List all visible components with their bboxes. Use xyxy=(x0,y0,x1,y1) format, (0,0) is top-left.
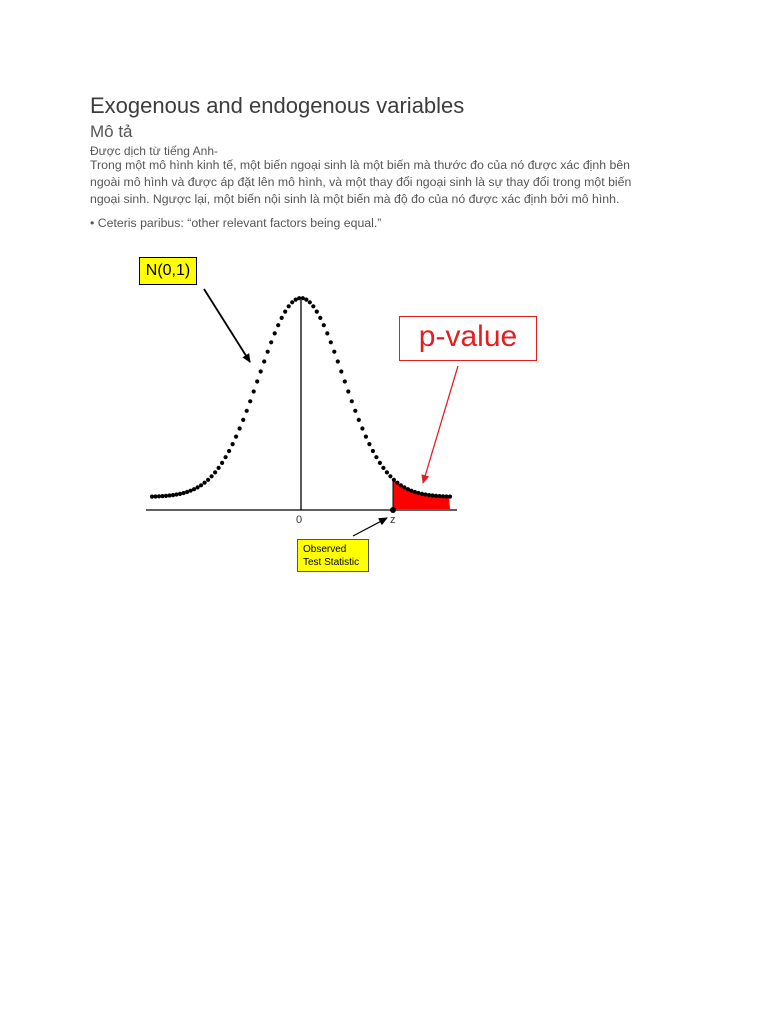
curve-dot xyxy=(336,359,340,363)
normal-distribution-figure xyxy=(140,252,550,582)
curve-dot xyxy=(311,304,315,308)
curve-dot xyxy=(255,379,259,383)
curve-dot xyxy=(210,474,214,478)
curve-dot xyxy=(329,340,333,344)
description-paragraph xyxy=(90,157,680,208)
observed-arrow xyxy=(353,518,387,536)
curve-dot xyxy=(392,478,396,482)
curve-dot xyxy=(423,492,427,496)
observed-label-line1: Observed xyxy=(303,544,347,555)
curve-dot xyxy=(245,409,249,413)
curve-dot xyxy=(388,474,392,478)
curve-dot xyxy=(325,331,329,335)
curve-dot xyxy=(290,300,294,304)
curve-dot xyxy=(332,350,336,354)
curve-dot xyxy=(420,492,424,496)
curve-dot xyxy=(224,455,228,459)
curve-dot xyxy=(171,493,175,497)
curve-dot xyxy=(178,492,182,496)
curve-dot xyxy=(276,323,280,327)
curve-dot xyxy=(206,478,210,482)
tick-label-zero: 0 xyxy=(296,514,303,526)
tick-label-z: z xyxy=(390,514,396,526)
curve-dot xyxy=(315,310,319,314)
curve-dot xyxy=(374,455,378,459)
curve-dot xyxy=(231,442,235,446)
curve-dot xyxy=(395,481,399,485)
curve-dot xyxy=(174,492,178,496)
curve-dot xyxy=(287,304,291,308)
curve-dot xyxy=(273,331,277,335)
curve-dot xyxy=(266,350,270,354)
curve-dot xyxy=(346,389,350,393)
curve-dot xyxy=(399,483,403,487)
bullet-item: • Ceteris paribus: “other relevant factors being equal.” xyxy=(90,216,382,230)
page-title: Exogenous and endogenous variables xyxy=(90,93,465,118)
curve-dot xyxy=(203,481,207,485)
curve-dot xyxy=(343,379,347,383)
curve-dot xyxy=(367,442,371,446)
translation-note: Được dịch từ tiếng Anh- xyxy=(90,144,218,158)
pvalue-label: p-value xyxy=(399,316,537,361)
curve-dot xyxy=(227,449,231,453)
curve-dot xyxy=(199,483,203,487)
section-heading: Mô tả xyxy=(90,122,133,141)
curve-dot xyxy=(213,470,217,474)
z-marker xyxy=(390,507,396,513)
curve-dot xyxy=(297,296,301,300)
curve-dot xyxy=(364,435,368,439)
paragraph-line: ngoại sinh. Ngược lại, một biến nội sinh là một biến mà độ đo của nó được xác định bởi mô hình. xyxy=(90,192,620,206)
paragraph-line: Trong một mô hình kinh tế, một biến ngoại sinh là một biến mà thước đo của nó được xác định bên xyxy=(90,158,631,172)
curve-dot xyxy=(339,369,343,373)
curve-dot xyxy=(238,426,242,430)
curve-dot xyxy=(350,399,354,403)
curve-dot xyxy=(217,466,221,470)
curve-dot xyxy=(448,495,452,499)
curve-dot xyxy=(381,466,385,470)
curve-dot xyxy=(248,399,252,403)
curve-dot xyxy=(241,418,245,422)
figure-canvas xyxy=(140,252,550,582)
curve-dot xyxy=(262,359,266,363)
curve-dot xyxy=(234,435,238,439)
curve-dot xyxy=(196,485,200,489)
curve-dot xyxy=(318,316,322,320)
curve-dot xyxy=(357,418,361,422)
n01-arrow xyxy=(204,289,250,362)
paragraph-line: ngoài mô hình và được áp đặt lên mô hình, và một thay đổi ngoại sinh là sự thay đổi trong một biến xyxy=(90,175,632,189)
curve-dot xyxy=(416,491,420,495)
curve-dot xyxy=(371,449,375,453)
curve-dot xyxy=(322,323,326,327)
curve-dot xyxy=(304,298,308,302)
curve-dot xyxy=(259,369,263,373)
pvalue-arrow xyxy=(423,366,458,483)
curve-dot xyxy=(252,389,256,393)
curve-dot xyxy=(353,409,357,413)
curve-dot xyxy=(308,300,312,304)
curve-dot xyxy=(269,340,273,344)
observed-test-statistic-label xyxy=(297,539,369,572)
curve-dot xyxy=(360,426,364,430)
distribution-label: N(0,1) xyxy=(139,257,197,285)
curve-dot xyxy=(378,461,382,465)
curve-dot xyxy=(280,316,284,320)
curve-dot xyxy=(283,310,287,314)
curve-dot xyxy=(385,470,389,474)
observed-label-line2: Test Statistic xyxy=(303,557,360,568)
curve-dot xyxy=(220,461,224,465)
